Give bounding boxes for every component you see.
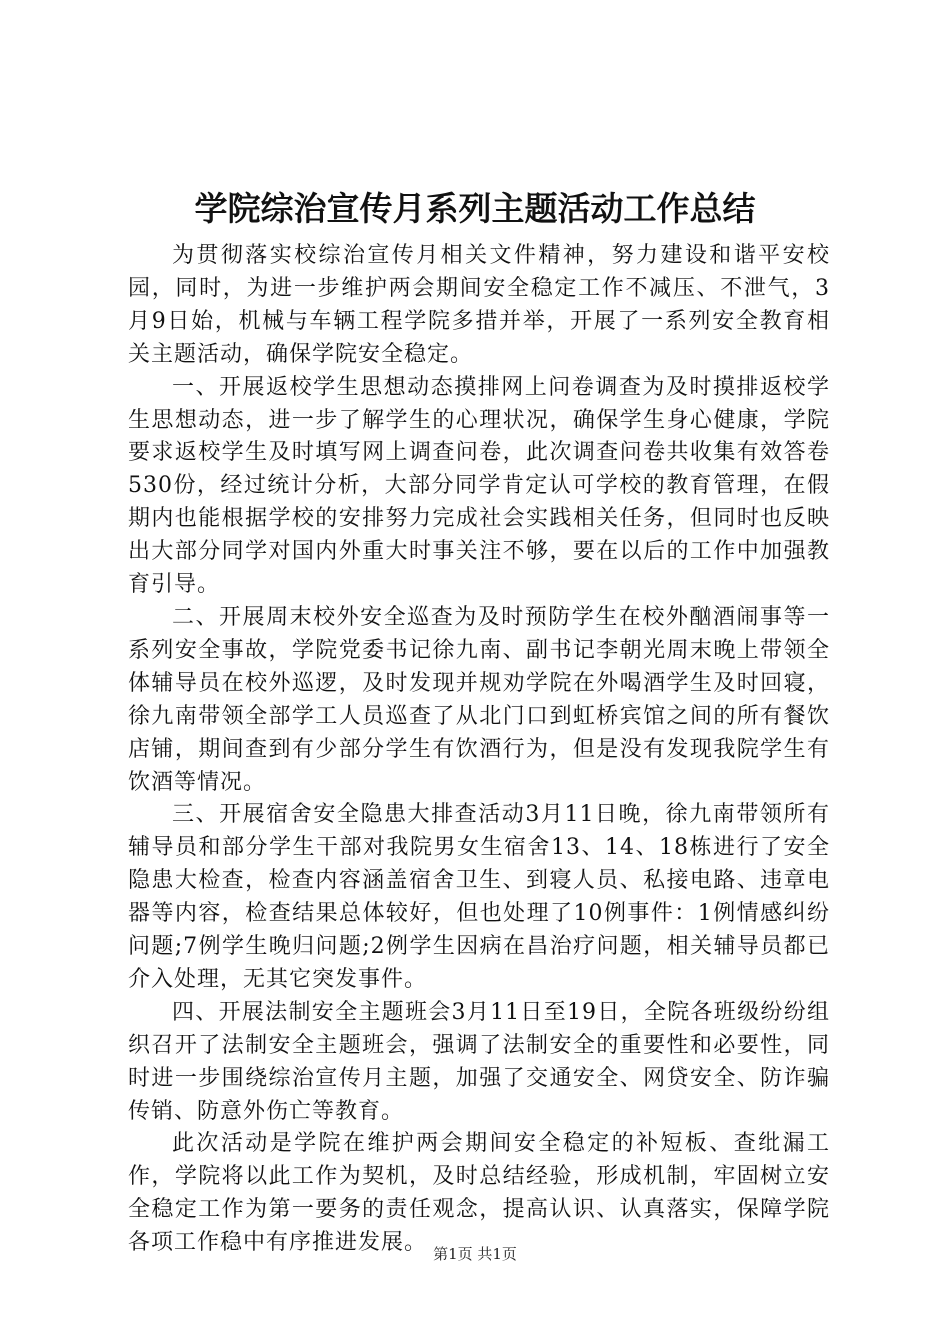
paragraph-section-3: 三、开展宿舍安全隐患大排查活动3月11日晚，徐九南带领所有辅导员和部分学生干部对我院男女生宿舍13、14、18栋进行了安全隐患大检查，检查内容涵盖宿舍卫生、到寝人员、私接电路、违章电器等内容，检查结果总体较好，但也处理了10例事件：1例情感纠纷问题;7例学生晚归问题;2例学生因病在昌治疗问题，相关辅导员都已介入处理，无其它突发事件。 [128,802,830,992]
document-title: 学院综治宣传月系列主题活动工作总结 [194,189,756,228]
paragraph-section-1: 一、开展返校学生思想动态摸排网上问卷调查为及时摸排返校学生思想动态，进一步了解学生的心理状况，确保学生身心健康，学院要求返校学生及时填写网上调查问卷，此次调查问卷共收集有效答卷530份，经过统计分析，大部分同学肯定认可学校的教育管理，在假期内也能根据学校的安排努力完成社会实践相关任务，但同时也反映出大部分同学对国内外重大时事关注不够，要在以后的工作中加强教育引导。 [128,374,830,598]
paragraph-section-2: 二、开展周末校外安全巡查为及时预防学生在校外酗酒闹事等一系列安全事故，学院党委书记徐九南、副书记李朝光周末晚上带领全体辅导员在校外巡逻，及时发现并规劝学院在外喝酒学生及时回寝，徐九南带领全部学工人员巡查了从北门口到虹桥宾馆之间的所有餐饮店铺，期间查到有少部分学生有饮酒行为，但是没有发现我院学生有饮酒等情况。 [128,604,830,795]
paragraph-conclusion: 此次活动是学院在维护两会期间安全稳定的补短板、查纰漏工作，学院将以此工作为契机，及时总结经验，形成机制，牢固树立安全稳定工作为第一要务的责任观念，提高认识、认真落实，保障学院各项工作稳中有序推进发展。 [128,1131,830,1256]
document-body [128,240,830,1260]
paragraph-intro: 为贯彻落实校综治宣传月相关文件精神，努力建设和谐平安校园，同时，为进一步维护两会期间安全稳定工作不减压、不泄气，3月9日始，机械与车辆工程学院多措并举，开展了一系列安全教育相关主题活动，确保学院安全稳定。 [128,243,830,367]
paragraph-section-4: 四、开展法制安全主题班会3月11日至19日，全院各班级纷纷组织召开了法制安全主题班会，强调了法制安全的重要性和必要性，同时进一步围绕综治宣传月主题，加强了交通安全、网贷安全、防诈骗传销、防意外伤亡等教育。 [128,999,830,1124]
page-footer: 第1页 共1页 [433,1245,517,1263]
